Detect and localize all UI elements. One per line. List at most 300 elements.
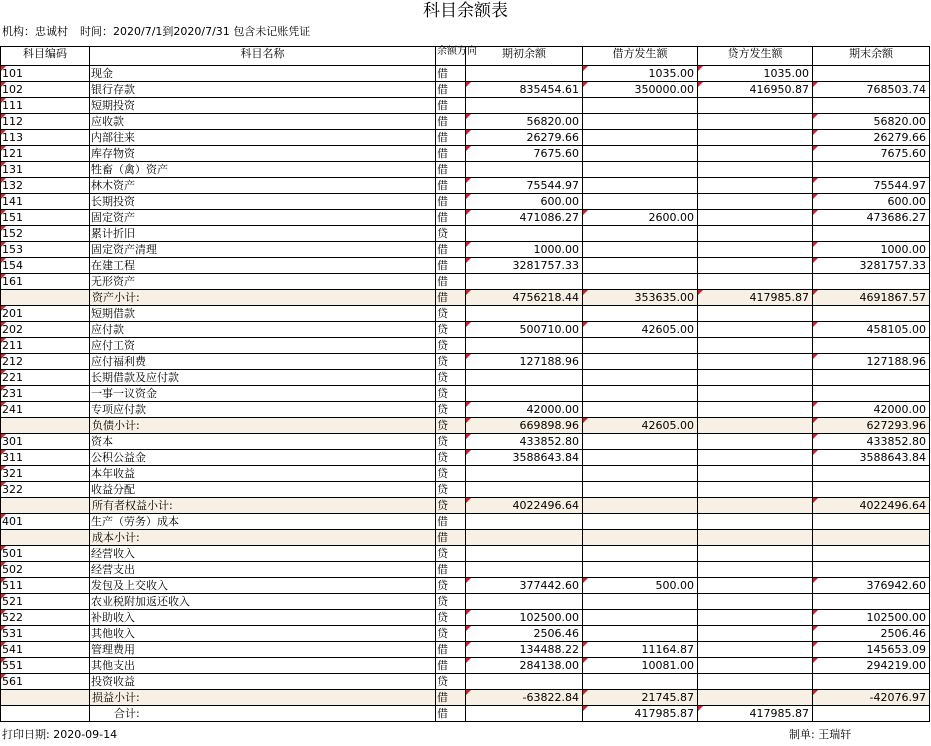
- cell-direction[interactable]: 贷: [436, 306, 466, 322]
- cell-closing-balance[interactable]: -42076.97: [813, 690, 930, 706]
- cell-name[interactable]: 负债小计:: [90, 418, 436, 434]
- cell-direction[interactable]: 贷: [436, 626, 466, 642]
- cell-name[interactable]: 固定资产: [90, 210, 436, 226]
- cell-direction[interactable]: 借: [436, 290, 466, 306]
- table-row[interactable]: [1, 66, 930, 82]
- cell-name[interactable]: 经营收入: [90, 546, 436, 562]
- cell-closing-balance[interactable]: 627293.96: [813, 418, 930, 434]
- cell-credit[interactable]: [698, 306, 813, 322]
- table-row[interactable]: [1, 610, 930, 626]
- cell-direction[interactable]: 借: [436, 178, 466, 194]
- cell-credit[interactable]: [698, 530, 813, 546]
- cell-closing-balance[interactable]: [813, 306, 930, 322]
- table-row[interactable]: [1, 130, 930, 146]
- cell-closing-balance[interactable]: [813, 562, 930, 578]
- cell-credit[interactable]: [698, 514, 813, 530]
- cell-direction[interactable]: 借: [436, 162, 466, 178]
- cell-closing-balance[interactable]: 458105.00: [813, 322, 930, 338]
- cell-credit[interactable]: [698, 418, 813, 434]
- cell-opening-balance[interactable]: [466, 674, 583, 690]
- cell-name[interactable]: 生产（劳务）成本: [90, 514, 436, 530]
- cell-direction[interactable]: 贷: [436, 450, 466, 466]
- cell-code[interactable]: 151: [1, 210, 90, 226]
- cell-code[interactable]: 511: [1, 578, 90, 594]
- cell-opening-balance[interactable]: 377442.60: [466, 578, 583, 594]
- cell-code[interactable]: 241: [1, 402, 90, 418]
- table-row[interactable]: [1, 642, 930, 658]
- cell-credit[interactable]: [698, 210, 813, 226]
- cell-closing-balance[interactable]: [813, 530, 930, 546]
- cell-direction[interactable]: 贷: [436, 418, 466, 434]
- cell-credit[interactable]: [698, 690, 813, 706]
- table-row[interactable]: [1, 178, 930, 194]
- cell-direction[interactable]: 借: [436, 146, 466, 162]
- cell-direction[interactable]: 贷: [436, 402, 466, 418]
- table-row[interactable]: [1, 82, 930, 98]
- header-name[interactable]: 科目名称: [90, 47, 436, 66]
- cell-name[interactable]: 无形资产: [90, 274, 436, 290]
- cell-code[interactable]: 211: [1, 338, 90, 354]
- header-direction[interactable]: 余额方向: [436, 47, 466, 66]
- cell-name[interactable]: 应付工资: [90, 338, 436, 354]
- cell-credit[interactable]: [698, 370, 813, 386]
- cell-opening-balance[interactable]: 433852.80: [466, 434, 583, 450]
- cell-closing-balance[interactable]: [813, 466, 930, 482]
- cell-closing-balance[interactable]: [813, 66, 930, 82]
- cell-code[interactable]: 161: [1, 274, 90, 290]
- cell-name[interactable]: 一事一议资金: [90, 386, 436, 402]
- cell-debit[interactable]: 42605.00: [583, 322, 698, 338]
- cell-closing-balance[interactable]: 1000.00: [813, 242, 930, 258]
- cell-closing-balance[interactable]: [813, 594, 930, 610]
- cell-opening-balance[interactable]: 7675.60: [466, 146, 583, 162]
- table-row[interactable]: [1, 450, 930, 466]
- cell-code[interactable]: 132: [1, 178, 90, 194]
- header-debit[interactable]: 借方发生额: [583, 47, 698, 66]
- cell-name[interactable]: 短期投资: [90, 98, 436, 114]
- cell-debit[interactable]: [583, 370, 698, 386]
- cell-direction[interactable]: 贷: [436, 466, 466, 482]
- cell-opening-balance[interactable]: [466, 482, 583, 498]
- cell-closing-balance[interactable]: [813, 98, 930, 114]
- cell-debit[interactable]: [583, 130, 698, 146]
- cell-closing-balance[interactable]: 768503.74: [813, 82, 930, 98]
- cell-code[interactable]: 561: [1, 674, 90, 690]
- cell-name[interactable]: 经营支出: [90, 562, 436, 578]
- cell-credit[interactable]: [698, 642, 813, 658]
- cell-opening-balance[interactable]: 500710.00: [466, 322, 583, 338]
- cell-code[interactable]: 522: [1, 610, 90, 626]
- cell-code[interactable]: 321: [1, 466, 90, 482]
- table-row[interactable]: [1, 146, 930, 162]
- cell-credit[interactable]: [698, 114, 813, 130]
- cell-opening-balance[interactable]: 471086.27: [466, 210, 583, 226]
- cell-debit[interactable]: [583, 626, 698, 642]
- cell-name[interactable]: 短期借款: [90, 306, 436, 322]
- cell-credit[interactable]: [698, 466, 813, 482]
- cell-direction[interactable]: 借: [436, 66, 466, 82]
- total-row[interactable]: [1, 706, 930, 722]
- cell-name[interactable]: 收益分配: [90, 482, 436, 498]
- cell-credit[interactable]: [698, 594, 813, 610]
- cell-opening-balance[interactable]: [466, 98, 583, 114]
- cell-code[interactable]: [1, 530, 90, 546]
- cell-debit[interactable]: [583, 594, 698, 610]
- cell-opening-balance[interactable]: -63822.84: [466, 690, 583, 706]
- cell-name[interactable]: 应收款: [90, 114, 436, 130]
- cell-name[interactable]: 合计:: [90, 706, 436, 722]
- cell-code[interactable]: 111: [1, 98, 90, 114]
- cell-closing-balance[interactable]: [813, 482, 930, 498]
- table-row[interactable]: [1, 354, 930, 370]
- cell-debit[interactable]: [583, 610, 698, 626]
- cell-opening-balance[interactable]: 4022496.64: [466, 498, 583, 514]
- table-row[interactable]: [1, 322, 930, 338]
- cell-code[interactable]: 112: [1, 114, 90, 130]
- cell-closing-balance[interactable]: 42000.00: [813, 402, 930, 418]
- cell-debit[interactable]: 11164.87: [583, 642, 698, 658]
- cell-name[interactable]: 现金: [90, 66, 436, 82]
- cell-direction[interactable]: 借: [436, 530, 466, 546]
- cell-code[interactable]: 212: [1, 354, 90, 370]
- cell-code[interactable]: 154: [1, 258, 90, 274]
- table-row[interactable]: [1, 626, 930, 642]
- cell-opening-balance[interactable]: 3281757.33: [466, 258, 583, 274]
- cell-closing-balance[interactable]: 433852.80: [813, 434, 930, 450]
- cell-closing-balance[interactable]: [813, 706, 930, 722]
- cell-closing-balance[interactable]: 3588643.84: [813, 450, 930, 466]
- cell-debit[interactable]: [583, 146, 698, 162]
- cell-debit[interactable]: [583, 386, 698, 402]
- cell-closing-balance[interactable]: [813, 162, 930, 178]
- cell-direction[interactable]: 贷: [436, 546, 466, 562]
- cell-debit[interactable]: [583, 274, 698, 290]
- cell-direction[interactable]: 贷: [436, 578, 466, 594]
- cell-closing-balance[interactable]: 473686.27: [813, 210, 930, 226]
- cell-name[interactable]: 成本小计:: [90, 530, 436, 546]
- cell-debit[interactable]: [583, 530, 698, 546]
- cell-name[interactable]: 农业税附加返还收入: [90, 594, 436, 610]
- cell-credit[interactable]: 1035.00: [698, 66, 813, 82]
- cell-debit[interactable]: [583, 242, 698, 258]
- table-row[interactable]: [1, 562, 930, 578]
- cell-closing-balance[interactable]: 376942.60: [813, 578, 930, 594]
- cell-name[interactable]: 应付福利费: [90, 354, 436, 370]
- cell-closing-balance[interactable]: 7675.60: [813, 146, 930, 162]
- subtotal-row[interactable]: [1, 418, 930, 434]
- cell-name[interactable]: 补助收入: [90, 610, 436, 626]
- cell-direction[interactable]: 借: [436, 514, 466, 530]
- cell-closing-balance[interactable]: [813, 226, 930, 242]
- cell-debit[interactable]: [583, 258, 698, 274]
- cell-name[interactable]: 长期借款及应付款: [90, 370, 436, 386]
- cell-credit[interactable]: [698, 258, 813, 274]
- cell-closing-balance[interactable]: 102500.00: [813, 610, 930, 626]
- table-row[interactable]: [1, 466, 930, 482]
- cell-code[interactable]: 201: [1, 306, 90, 322]
- cell-credit[interactable]: [698, 354, 813, 370]
- cell-closing-balance[interactable]: [813, 386, 930, 402]
- table-row[interactable]: [1, 514, 930, 530]
- cell-closing-balance[interactable]: [813, 674, 930, 690]
- cell-closing-balance[interactable]: 145653.09: [813, 642, 930, 658]
- cell-name[interactable]: 库存物资: [90, 146, 436, 162]
- cell-code[interactable]: [1, 290, 90, 306]
- cell-closing-balance[interactable]: 3281757.33: [813, 258, 930, 274]
- cell-closing-balance[interactable]: [813, 274, 930, 290]
- cell-direction[interactable]: 借: [436, 82, 466, 98]
- cell-credit[interactable]: [698, 178, 813, 194]
- cell-name[interactable]: 银行存款: [90, 82, 436, 98]
- cell-direction[interactable]: 贷: [436, 370, 466, 386]
- cell-opening-balance[interactable]: [466, 386, 583, 402]
- cell-debit[interactable]: [583, 482, 698, 498]
- cell-debit[interactable]: 417985.87: [583, 706, 698, 722]
- cell-opening-balance[interactable]: [466, 306, 583, 322]
- cell-name[interactable]: 公积公益金: [90, 450, 436, 466]
- table-row[interactable]: [1, 274, 930, 290]
- cell-code[interactable]: 131: [1, 162, 90, 178]
- cell-closing-balance[interactable]: 75544.97: [813, 178, 930, 194]
- cell-code[interactable]: 501: [1, 546, 90, 562]
- cell-code[interactable]: 121: [1, 146, 90, 162]
- cell-credit[interactable]: [698, 498, 813, 514]
- table-row[interactable]: [1, 162, 930, 178]
- cell-name[interactable]: 所有者权益小计:: [90, 498, 436, 514]
- cell-credit[interactable]: [698, 482, 813, 498]
- cell-code[interactable]: 153: [1, 242, 90, 258]
- subtotal-row[interactable]: [1, 498, 930, 514]
- cell-opening-balance[interactable]: [466, 370, 583, 386]
- cell-name[interactable]: 林木资产: [90, 178, 436, 194]
- cell-closing-balance[interactable]: 4691867.57: [813, 290, 930, 306]
- cell-debit[interactable]: [583, 562, 698, 578]
- cell-opening-balance[interactable]: 42000.00: [466, 402, 583, 418]
- cell-opening-balance[interactable]: [466, 162, 583, 178]
- cell-code[interactable]: [1, 418, 90, 434]
- cell-code[interactable]: 521: [1, 594, 90, 610]
- cell-opening-balance[interactable]: 835454.61: [466, 82, 583, 98]
- cell-credit[interactable]: [698, 322, 813, 338]
- cell-debit[interactable]: [583, 450, 698, 466]
- cell-credit[interactable]: [698, 450, 813, 466]
- cell-name[interactable]: 应付款: [90, 322, 436, 338]
- cell-direction[interactable]: 借: [436, 642, 466, 658]
- cell-direction[interactable]: 贷: [436, 610, 466, 626]
- cell-debit[interactable]: [583, 466, 698, 482]
- table-row[interactable]: [1, 338, 930, 354]
- cell-opening-balance[interactable]: [466, 530, 583, 546]
- table-row[interactable]: [1, 482, 930, 498]
- cell-debit[interactable]: [583, 338, 698, 354]
- cell-closing-balance[interactable]: [813, 514, 930, 530]
- cell-credit[interactable]: [698, 146, 813, 162]
- header-code[interactable]: 科目编码: [1, 47, 90, 66]
- cell-credit[interactable]: [698, 610, 813, 626]
- cell-direction[interactable]: 借: [436, 690, 466, 706]
- cell-closing-balance[interactable]: [813, 338, 930, 354]
- cell-code[interactable]: 101: [1, 66, 90, 82]
- cell-direction[interactable]: 借: [436, 114, 466, 130]
- cell-opening-balance[interactable]: 669898.96: [466, 418, 583, 434]
- cell-credit[interactable]: [698, 130, 813, 146]
- table-row[interactable]: [1, 386, 930, 402]
- cell-direction[interactable]: 贷: [436, 674, 466, 690]
- cell-debit[interactable]: [583, 194, 698, 210]
- cell-closing-balance[interactable]: [813, 370, 930, 386]
- cell-closing-balance[interactable]: [813, 546, 930, 562]
- cell-opening-balance[interactable]: [466, 546, 583, 562]
- cell-direction[interactable]: 借: [436, 98, 466, 114]
- cell-name[interactable]: 固定资产清理: [90, 242, 436, 258]
- cell-debit[interactable]: 1035.00: [583, 66, 698, 82]
- cell-direction[interactable]: 贷: [436, 322, 466, 338]
- subtotal-row[interactable]: [1, 690, 930, 706]
- table-row[interactable]: [1, 594, 930, 610]
- cell-opening-balance[interactable]: [466, 562, 583, 578]
- cell-name[interactable]: 累计折旧: [90, 226, 436, 242]
- cell-direction[interactable]: 借: [436, 658, 466, 674]
- table-row[interactable]: [1, 658, 930, 674]
- cell-credit[interactable]: 417985.87: [698, 706, 813, 722]
- cell-credit[interactable]: [698, 674, 813, 690]
- cell-credit[interactable]: [698, 562, 813, 578]
- cell-code[interactable]: 102: [1, 82, 90, 98]
- cell-debit[interactable]: [583, 226, 698, 242]
- cell-name[interactable]: 内部往来: [90, 130, 436, 146]
- cell-direction[interactable]: 贷: [436, 498, 466, 514]
- table-row[interactable]: [1, 674, 930, 690]
- cell-code[interactable]: 301: [1, 434, 90, 450]
- cell-direction[interactable]: 借: [436, 210, 466, 226]
- cell-opening-balance[interactable]: [466, 594, 583, 610]
- cell-opening-balance[interactable]: 3588643.84: [466, 450, 583, 466]
- cell-name[interactable]: 资本: [90, 434, 436, 450]
- cell-opening-balance[interactable]: [466, 274, 583, 290]
- cell-debit[interactable]: 42605.00: [583, 418, 698, 434]
- cell-debit[interactable]: [583, 354, 698, 370]
- cell-credit[interactable]: [698, 578, 813, 594]
- cell-code[interactable]: 202: [1, 322, 90, 338]
- cell-debit[interactable]: [583, 498, 698, 514]
- table-row[interactable]: [1, 306, 930, 322]
- cell-direction[interactable]: 借: [436, 194, 466, 210]
- cell-credit[interactable]: [698, 434, 813, 450]
- cell-opening-balance[interactable]: 284138.00: [466, 658, 583, 674]
- header-closing-balance[interactable]: 期末余额: [813, 47, 930, 66]
- cell-debit[interactable]: [583, 162, 698, 178]
- cell-code[interactable]: 141: [1, 194, 90, 210]
- table-row[interactable]: [1, 546, 930, 562]
- cell-closing-balance[interactable]: 600.00: [813, 194, 930, 210]
- cell-name[interactable]: 投资收益: [90, 674, 436, 690]
- cell-opening-balance[interactable]: 56820.00: [466, 114, 583, 130]
- cell-direction[interactable]: 借: [436, 242, 466, 258]
- cell-debit[interactable]: [583, 178, 698, 194]
- cell-opening-balance[interactable]: 134488.22: [466, 642, 583, 658]
- cell-opening-balance[interactable]: [466, 466, 583, 482]
- cell-debit[interactable]: 21745.87: [583, 690, 698, 706]
- cell-code[interactable]: [1, 498, 90, 514]
- cell-debit[interactable]: [583, 114, 698, 130]
- cell-opening-balance[interactable]: [466, 338, 583, 354]
- cell-debit[interactable]: [583, 306, 698, 322]
- subtotal-row[interactable]: [1, 290, 930, 306]
- cell-debit[interactable]: 2600.00: [583, 210, 698, 226]
- cell-direction[interactable]: 借: [436, 562, 466, 578]
- cell-credit[interactable]: [698, 658, 813, 674]
- cell-direction[interactable]: 借: [436, 706, 466, 722]
- cell-name[interactable]: 在建工程: [90, 258, 436, 274]
- subtotal-row[interactable]: [1, 530, 930, 546]
- cell-credit[interactable]: [698, 626, 813, 642]
- table-row[interactable]: [1, 370, 930, 386]
- cell-name[interactable]: 长期投资: [90, 194, 436, 210]
- cell-credit[interactable]: [698, 274, 813, 290]
- cell-credit[interactable]: 416950.87: [698, 82, 813, 98]
- cell-name[interactable]: 本年收益: [90, 466, 436, 482]
- cell-closing-balance[interactable]: 127188.96: [813, 354, 930, 370]
- cell-name[interactable]: 其他支出: [90, 658, 436, 674]
- cell-debit[interactable]: [583, 514, 698, 530]
- cell-closing-balance[interactable]: 56820.00: [813, 114, 930, 130]
- cell-credit[interactable]: [698, 194, 813, 210]
- cell-credit[interactable]: [698, 338, 813, 354]
- cell-debit[interactable]: [583, 434, 698, 450]
- cell-code[interactable]: 113: [1, 130, 90, 146]
- cell-credit[interactable]: 417985.87: [698, 290, 813, 306]
- cell-opening-balance[interactable]: [466, 226, 583, 242]
- cell-opening-balance[interactable]: 75544.97: [466, 178, 583, 194]
- table-row[interactable]: [1, 98, 930, 114]
- cell-code[interactable]: 551: [1, 658, 90, 674]
- header-credit[interactable]: 贷方发生额: [698, 47, 813, 66]
- cell-code[interactable]: 152: [1, 226, 90, 242]
- cell-credit[interactable]: [698, 242, 813, 258]
- table-row[interactable]: [1, 194, 930, 210]
- table-row[interactable]: [1, 402, 930, 418]
- cell-direction[interactable]: 贷: [436, 594, 466, 610]
- cell-opening-balance[interactable]: 102500.00: [466, 610, 583, 626]
- cell-closing-balance[interactable]: 2506.46: [813, 626, 930, 642]
- cell-debit[interactable]: 353635.00: [583, 290, 698, 306]
- cell-code[interactable]: [1, 706, 90, 722]
- cell-closing-balance[interactable]: 4022496.64: [813, 498, 930, 514]
- header-opening-balance[interactable]: 期初余额: [466, 47, 583, 66]
- table-row[interactable]: [1, 114, 930, 130]
- cell-closing-balance[interactable]: 294219.00: [813, 658, 930, 674]
- cell-opening-balance[interactable]: 26279.66: [466, 130, 583, 146]
- cell-code[interactable]: [1, 690, 90, 706]
- cell-direction[interactable]: 借: [436, 130, 466, 146]
- cell-opening-balance[interactable]: 2506.46: [466, 626, 583, 642]
- cell-opening-balance[interactable]: [466, 66, 583, 82]
- cell-credit[interactable]: [698, 98, 813, 114]
- table-row[interactable]: [1, 226, 930, 242]
- cell-debit[interactable]: 350000.00: [583, 82, 698, 98]
- cell-code[interactable]: 221: [1, 370, 90, 386]
- cell-name[interactable]: 牲畜（禽）资产: [90, 162, 436, 178]
- cell-direction[interactable]: 贷: [436, 482, 466, 498]
- cell-credit[interactable]: [698, 386, 813, 402]
- cell-direction[interactable]: 贷: [436, 434, 466, 450]
- cell-closing-balance[interactable]: 26279.66: [813, 130, 930, 146]
- cell-opening-balance[interactable]: [466, 706, 583, 722]
- table-row[interactable]: [1, 242, 930, 258]
- cell-direction[interactable]: 贷: [436, 354, 466, 370]
- cell-credit[interactable]: [698, 226, 813, 242]
- cell-debit[interactable]: 10081.00: [583, 658, 698, 674]
